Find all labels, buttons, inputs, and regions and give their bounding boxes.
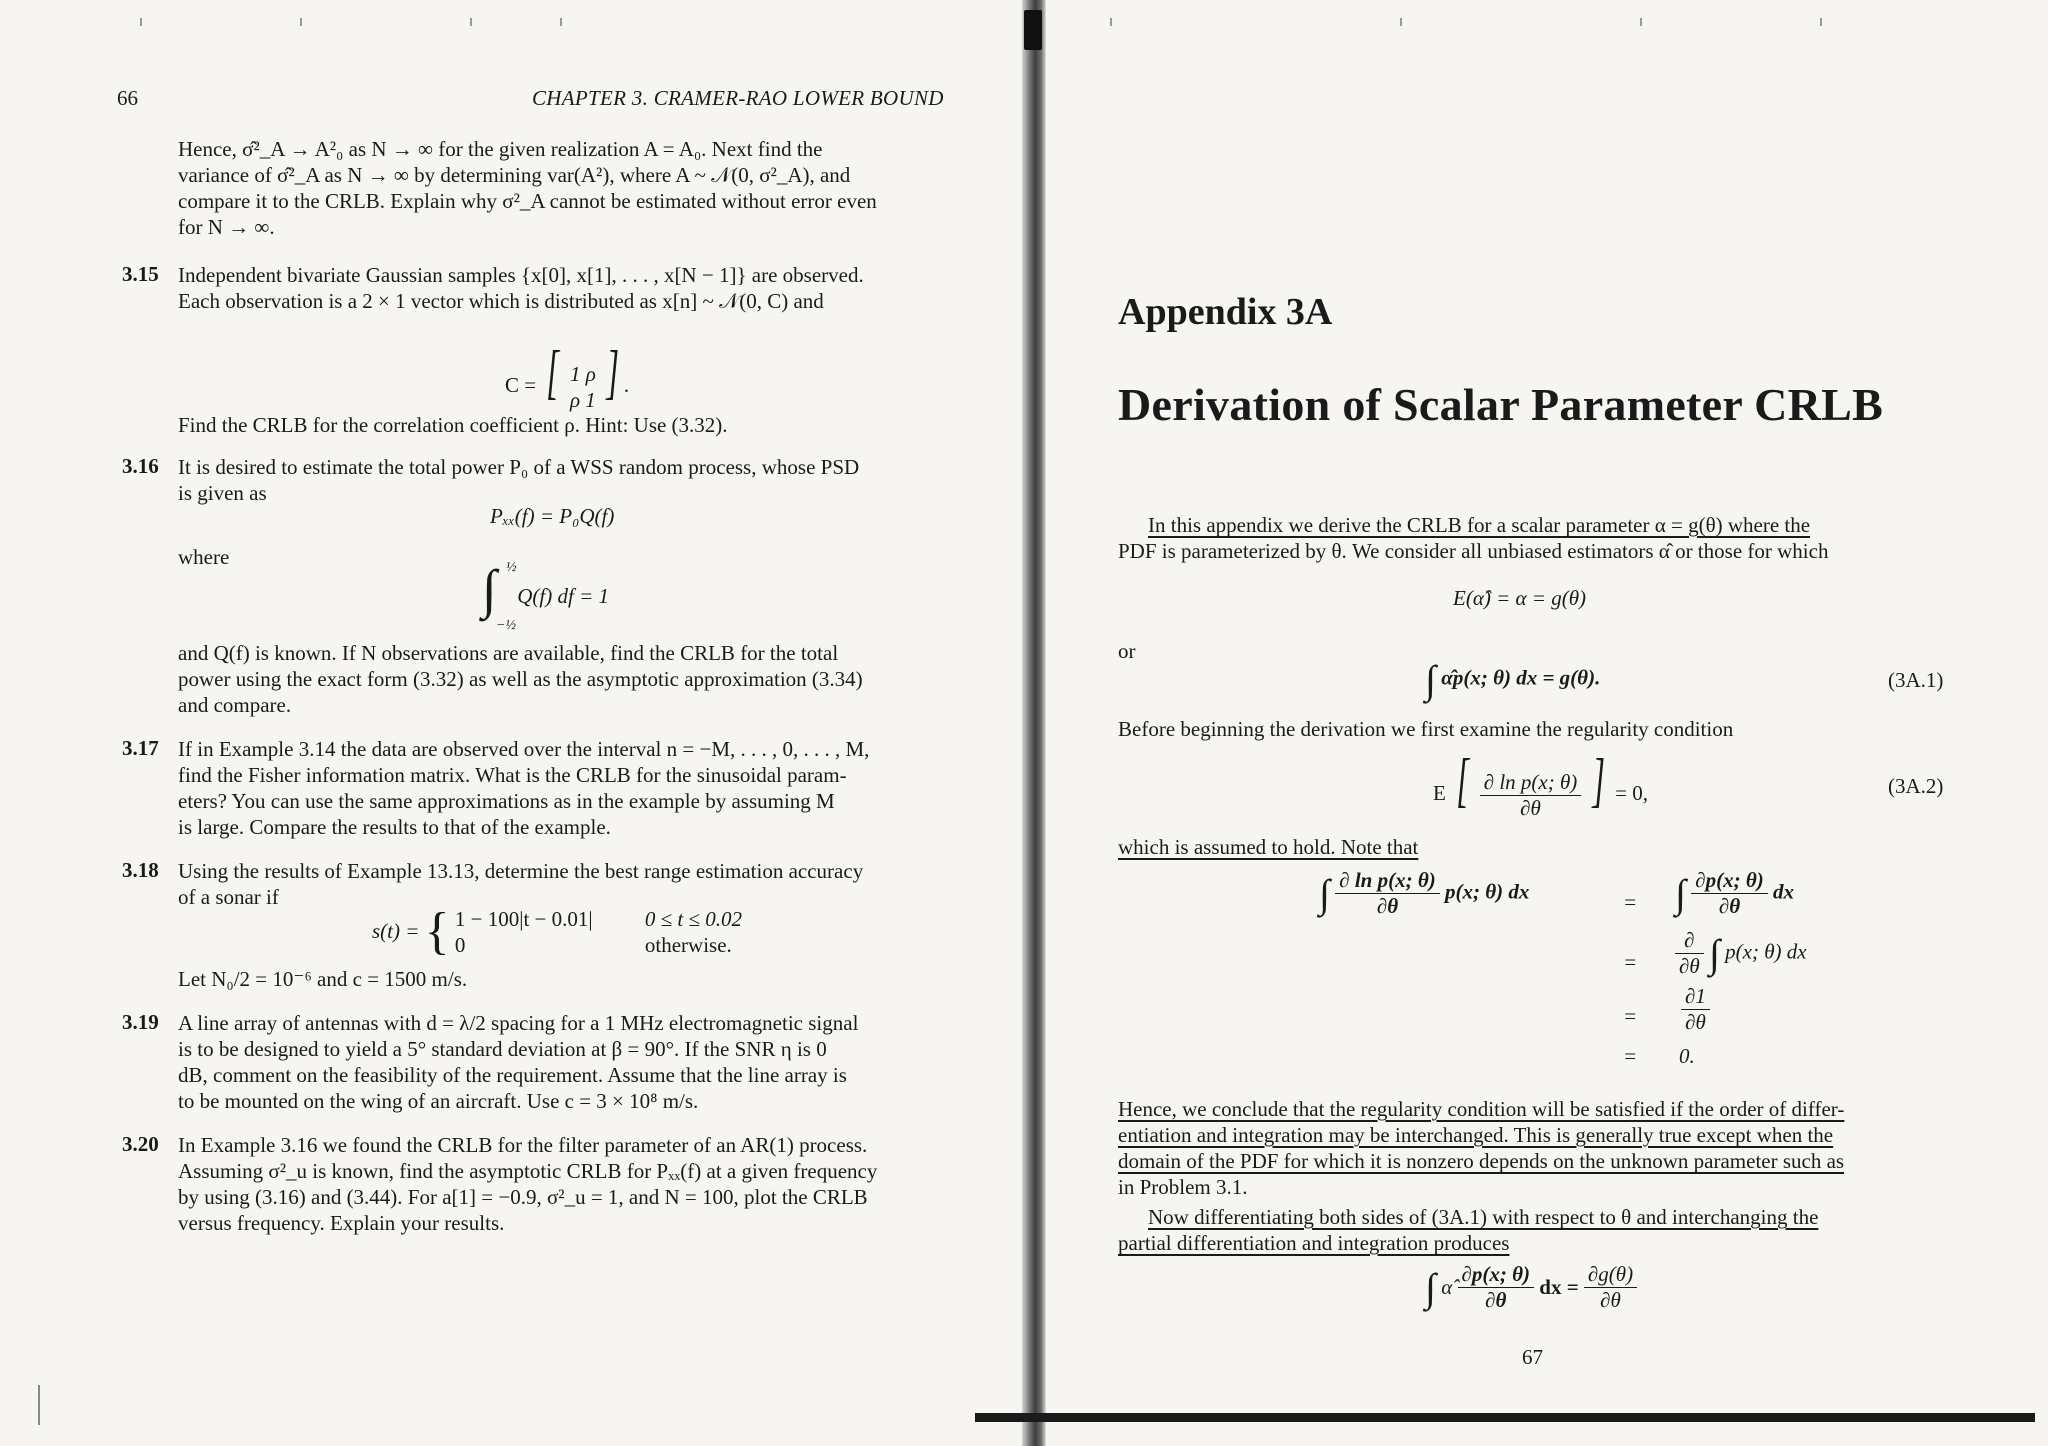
spine-clip bbox=[1024, 10, 1042, 50]
frac-numerator: ∂1 bbox=[1681, 984, 1710, 1010]
derivation-lhs-tail: p(x; θ) dx bbox=[1445, 879, 1530, 904]
case-cond: otherwise. bbox=[644, 932, 732, 957]
appendix-label: Appendix 3A bbox=[1118, 291, 1333, 333]
problem-number: 3.17 bbox=[122, 736, 159, 760]
derivation-lhs: ∫ $\frac{\text{∂ ln p(x; θ)}}{\partial\theta}$ p(x; θ) dx bbox=[1319, 868, 1530, 918]
frac-denominator: ∂θ bbox=[1520, 795, 1541, 820]
final-eq-tail: dx = bbox=[1539, 1275, 1579, 1299]
problem-line: Independent bivariate Gaussian samples {x[0], x[1], . . . , x[N − 1]} are observed. bbox=[178, 263, 864, 287]
frac-numerator: ∂g(θ) bbox=[1584, 1262, 1637, 1288]
para-line: domain of the PDF for which it is nonzero depends on the unknown parameter such as bbox=[1118, 1149, 1845, 1173]
problem-line: is large. Compare the results to that of the example. bbox=[178, 815, 611, 839]
problem-line: to be mounted on the wing of an aircraft. Use c = 3 × 10⁸ m/s. bbox=[178, 1089, 699, 1113]
equals-sign: = bbox=[1623, 890, 1638, 914]
para-line: entiation and integration may be interchanged. This is generally true except when the bbox=[1118, 1123, 1834, 1147]
problem-number: 3.15 bbox=[122, 262, 159, 286]
frac-numerator: ∂p(x; θ) bbox=[1691, 868, 1768, 894]
piecewise-equation: s(t) = { 1 − 100|t − 0.01| 0 ≤ t ≤ 0.02 0 otherwise. bbox=[372, 903, 743, 960]
integral-equation: ∫ ½ −½ Q(f) df = 1 bbox=[482, 559, 609, 633]
para-line: Now differentiating both sides of (3A.1) with respect to θ and interchanging the bbox=[1148, 1205, 1819, 1229]
where-label: where bbox=[178, 545, 230, 569]
left-page-number: 66 bbox=[117, 86, 138, 110]
problem-line: eters? You can use the same approximations as in the example by assuming M bbox=[178, 789, 835, 813]
case-expr: 0 bbox=[454, 932, 466, 957]
para-line: In this appendix we derive the CRLB for a scalar parameter α = g(θ) where the bbox=[1148, 513, 1811, 537]
left-page bbox=[0, 0, 1020, 1446]
running-head: CHAPTER 3. CRAMER-RAO LOWER BOUND bbox=[532, 86, 944, 110]
frac-numerator: ∂ ln p(x; θ) bbox=[1335, 868, 1440, 894]
intro-line: Hence, σ̂²_A → A²₀ as N → ∞ for the given realization A = A₀. Next find the bbox=[178, 137, 823, 161]
intro-line: variance of σ̂²_A as N → ∞ by determining var(A²), where A ~ 𝒩(0, σ²_A), and bbox=[178, 163, 851, 187]
problem-line: Assuming σ²_u is known, find the asymptotic CRLB for Pₓₓ(f) at a given frequency bbox=[178, 1159, 878, 1183]
intro-line: for N → ∞. bbox=[178, 215, 275, 239]
problem-line: It is desired to estimate the total power P₀ of a WSS random process, whose PSD bbox=[178, 455, 860, 479]
problem-line: and Q(f) is known. If N observations are available, find the CRLB for the total bbox=[178, 641, 839, 665]
problem-number: 3.20 bbox=[122, 1132, 159, 1156]
intro-line: compare it to the CRLB. Explain why σ²_A cannot be estimated without error even bbox=[178, 189, 877, 213]
derivation-step-4: 0. bbox=[1679, 1044, 1695, 1068]
or-label: or bbox=[1118, 639, 1136, 663]
frac-numerator: ∂p(x; θ) bbox=[1458, 1262, 1535, 1288]
frac-denominator: ∂θ bbox=[1376, 894, 1399, 918]
para-line: in Problem 3.1. bbox=[1118, 1175, 1248, 1199]
integral-lower: −½ bbox=[496, 618, 516, 633]
frac-numerator: ∂ bbox=[1675, 928, 1704, 954]
problem-number: 3.16 bbox=[122, 454, 159, 478]
problem-line: Let N₀/2 = 10⁻⁶ and c = 1500 m/s. bbox=[178, 967, 468, 991]
step-tail: dx bbox=[1772, 879, 1794, 904]
matrix-row: ρ 1 bbox=[569, 388, 596, 413]
derivation-step-2: $\frac{\partial}{\partial\theta}$ ∫ p(x; θ) dx bbox=[1675, 928, 1807, 979]
piecewise-lhs: s(t) = bbox=[372, 919, 420, 943]
case-expr: 1 − 100|t − 0.01| bbox=[454, 906, 593, 931]
frac-denominator: ∂θ bbox=[1600, 1288, 1621, 1312]
integral-upper: ½ bbox=[506, 560, 517, 575]
frac-denominator: ∂θ bbox=[1679, 954, 1700, 978]
problem-line: is given as bbox=[178, 481, 267, 505]
problem-line: If in Example 3.14 the data are observed over the interval n = −M, . . . , 0, . . . , M, bbox=[178, 737, 870, 761]
problem-line: Using the results of Example 13.13, determine the best range estimation accuracy bbox=[178, 859, 864, 883]
problem-line: versus frequency. Explain your results. bbox=[178, 1211, 505, 1235]
step-tail: p(x; θ) dx bbox=[1725, 939, 1807, 964]
para-line: Hence, we conclude that the regularity condition will be satisfied if the order of differ- bbox=[1118, 1097, 1845, 1121]
expectation-equation: E(α̂) = α = g(θ) bbox=[1453, 586, 1587, 610]
appendix-title: Derivation of Scalar Parameter CRLB bbox=[1118, 379, 1884, 430]
equation-3A2-rhs: = 0, bbox=[1615, 781, 1648, 805]
problem-line: dB, comment on the feasibility of the requirement. Assume that the line array is bbox=[178, 1063, 847, 1087]
equation-3A2-E: E bbox=[1433, 781, 1446, 805]
frac-denominator: ∂θ bbox=[1685, 1010, 1706, 1034]
matrix-lhs: C = bbox=[505, 373, 537, 397]
problem-line: power using the exact form (3.32) as well as the asymptotic approximation (3.34) bbox=[178, 667, 863, 691]
para-line: Before beginning the derivation we first examine the regularity condition bbox=[1118, 717, 1734, 741]
equation-3A1: ∫ α̂p(x; θ) dx = g(θ). bbox=[1425, 657, 1601, 702]
right-page bbox=[1045, 0, 2048, 1446]
problem-number: 3.19 bbox=[122, 1010, 159, 1034]
problem-line: A line array of antennas with d = λ/2 spacing for a 1 MHz electromagnetic signal bbox=[178, 1011, 859, 1035]
equation-3A1-body: α̂p(x; θ) dx = g(θ). bbox=[1441, 665, 1601, 690]
frac-denominator: ∂θ bbox=[1485, 1288, 1507, 1312]
final-equation: ∫ α̂ $\frac{\partial p(x; \theta)}{\partial\theta}$ dx = $\frac{\partial g(\theta)}{\partial\theta}$ bbox=[1425, 1262, 1637, 1313]
equals-sign: = bbox=[1623, 1044, 1638, 1068]
equals-sign: = bbox=[1623, 1004, 1638, 1028]
problem-line: and compare. bbox=[178, 693, 292, 717]
integral-body: Q(f) df = 1 bbox=[517, 583, 609, 608]
problem-line: find the Fisher information matrix. What is the CRLB for the sinusoidal param- bbox=[178, 763, 847, 787]
problem-number: 3.18 bbox=[122, 858, 159, 882]
para-line: partial differentiation and integration produces bbox=[1118, 1231, 1510, 1255]
case-cond: 0 ≤ t ≤ 0.02 bbox=[644, 906, 743, 931]
problem-line: by using (3.16) and (3.44). For a[1] = −0.9, σ²_u = 1, and N = 100, plot the CRLB bbox=[178, 1185, 868, 1209]
equals-sign: = bbox=[1623, 950, 1638, 974]
frac-denominator: ∂θ bbox=[1718, 894, 1741, 918]
problem-line: Each observation is a 2 × 1 vector which is distributed as x[n] ~ 𝒩(0, C) and bbox=[178, 289, 824, 313]
problem-line: of a sonar if bbox=[178, 885, 279, 909]
derivation-step-1: ∫ $\frac{\partial p(x; \theta)}{\partial\theta}$ dx bbox=[1675, 868, 1794, 918]
problem-line: Find the CRLB for the correlation coefficient ρ. Hint: Use (3.32). bbox=[178, 413, 728, 437]
equation-3A2: E [ $\frac{\text{∂ ln p(x; θ)}}{\partial\theta}$ ] = 0, bbox=[1433, 747, 1648, 820]
final-eq-prefix: α̂ bbox=[1441, 1275, 1453, 1299]
para-line: PDF is parameterized by θ. We consider all unbiased estimators α̂ or those for which bbox=[1118, 539, 1829, 563]
equation-number: (3A.1) bbox=[1888, 668, 1944, 692]
para-line: which is assumed to hold. Note that bbox=[1118, 835, 1419, 859]
psd-equation: Pₓₓ(f) = P₀Q(f) bbox=[490, 504, 615, 528]
equation-number: (3A.2) bbox=[1888, 774, 1944, 798]
right-page-number: 67 bbox=[1522, 1345, 1543, 1369]
problem-line: is to be designed to yield a 5° standard deviation at β = 90°. If the SNR η is 0 bbox=[178, 1037, 827, 1061]
frac-numerator: ∂ ln p(x; θ) bbox=[1480, 770, 1582, 796]
problem-line: In Example 3.16 we found the CRLB for the filter parameter of an AR(1) process. bbox=[178, 1133, 868, 1157]
matrix-equation: C = [ 1 ρ ρ 1 ] . bbox=[505, 339, 630, 413]
matrix-row: 1 ρ bbox=[569, 362, 596, 387]
book-spine bbox=[1022, 0, 1046, 1446]
derivation-step-3 bbox=[1681, 984, 1710, 1035]
